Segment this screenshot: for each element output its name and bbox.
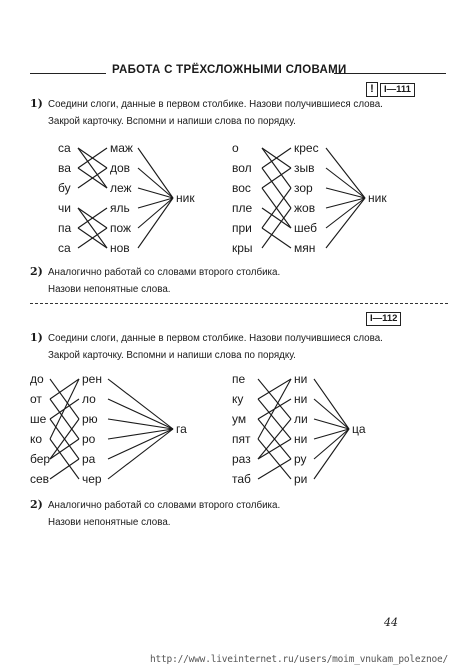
task-instruction-line1: Соедини слоги, данные в первом столбике. Назови получившиеся слова. — [48, 99, 383, 110]
connector-line — [262, 148, 291, 188]
syllable-col1: пе — [232, 372, 246, 386]
connector-line — [258, 439, 291, 459]
page-number: 44 — [384, 616, 398, 629]
syllable-col1: ко — [30, 432, 43, 446]
task-instruction-line2: Закрой карточку. Вспомни и напиши слова по порядку. — [48, 116, 296, 127]
syllable-col1: таб — [232, 472, 251, 486]
syllable-col1: до — [30, 372, 44, 386]
connector-line — [50, 459, 79, 479]
task-number: 1) — [30, 331, 43, 344]
task-instruction-line1: Аналогично работай со словами второго столбика. — [48, 500, 281, 511]
connector-line — [262, 208, 291, 248]
syllable-col1: па — [58, 221, 72, 235]
connector-line — [50, 379, 79, 419]
task-instruction-line1: Аналогично работай со словами второго столбика. — [48, 267, 281, 278]
connector-line — [262, 208, 291, 228]
connector-line — [262, 168, 291, 188]
syllable-col2: пож — [110, 221, 132, 235]
syllable-col1: сев — [30, 472, 50, 486]
syllable-col1: при — [232, 221, 252, 235]
syllable-col1: ум — [232, 412, 247, 426]
syllable-col2: ни — [294, 392, 308, 406]
task-instruction-line1: Соедини слоги, данные в первом столбике. Назови получившиеся слова. — [48, 333, 383, 344]
task-number: 1) — [30, 97, 43, 110]
syllable-col2: чер — [82, 472, 102, 486]
syllable-col2: ни — [294, 432, 308, 446]
syllable-col1: са — [58, 241, 71, 255]
syllable-col2: зор — [294, 181, 313, 195]
syllable-col2: дов — [110, 161, 131, 175]
syllable-col2: нов — [110, 241, 130, 255]
syllable-col1: кры — [232, 241, 253, 255]
syllable-col2: ро — [82, 432, 96, 446]
syllable-col1: от — [30, 392, 42, 406]
task-instruction-line2: Назови непонятные слова. — [48, 517, 171, 528]
word-ending: ца — [352, 422, 366, 436]
syllable-col1: вос — [232, 181, 251, 195]
connector-line — [258, 439, 291, 479]
word-ending: ник — [368, 191, 387, 205]
syllable-col1: раз — [232, 452, 251, 466]
connector-line — [262, 228, 291, 248]
syllable-col1: о — [232, 141, 239, 155]
syllable-col1: пле — [232, 201, 253, 215]
syllable-col2: жов — [294, 201, 316, 215]
task-number: 2) — [30, 498, 43, 511]
syllable-col2: рю — [82, 412, 98, 426]
syllable-col2: ра — [82, 452, 96, 466]
syllable-col2: ло — [82, 392, 96, 406]
connector-line — [50, 399, 79, 439]
connector-line — [78, 208, 107, 248]
attention-mark: ! — [366, 82, 378, 97]
syllable-col2: мян — [294, 241, 316, 255]
syllable-col2: ни — [294, 372, 308, 386]
syllable-col1: бер — [30, 452, 51, 466]
task-instruction-line2: Назови непонятные слова. — [48, 284, 171, 295]
card-badge-112: I—112 — [366, 312, 401, 326]
syllable-col2: яль — [110, 201, 130, 215]
connector-line — [258, 459, 291, 479]
syllable-col1: са — [58, 141, 71, 155]
task-instruction-line2: Закрой карточку. Вспомни и напиши слова по порядку. — [48, 350, 296, 361]
syllable-col2: ри — [294, 472, 308, 486]
syllable-col2: маж — [110, 141, 133, 155]
syllable-col2: крес — [294, 141, 319, 155]
syllable-col1: ше — [30, 412, 47, 426]
word-ending: ник — [176, 191, 195, 205]
syllable-col2: шеб — [294, 221, 318, 235]
syllable-col1: вол — [232, 161, 252, 175]
syllable-col2: зыв — [294, 161, 315, 175]
card-badge-111: I—111 — [380, 83, 415, 97]
connector-line — [78, 148, 107, 188]
connector-line — [258, 379, 291, 419]
syllable-col1: бу — [58, 181, 71, 195]
syllable-col1: ва — [58, 161, 71, 175]
syllable-col2: ру — [294, 452, 307, 466]
connector-line — [50, 379, 79, 439]
syllable-col1: ку — [232, 392, 244, 406]
syllable-col2: ли — [294, 412, 308, 426]
connector-line — [50, 439, 79, 459]
syllable-col2: рен — [82, 372, 102, 386]
connector-line — [258, 379, 291, 439]
watermark-url: http://www.liveinternet.ru/users/moim_vnukam_poleznoe/ — [150, 654, 449, 665]
page-title: РАБОТА С ТРЁХСЛОЖНЫМИ СЛОВАМИ — [112, 64, 347, 76]
connector-line — [258, 399, 291, 439]
syllable-col2: леж — [110, 181, 132, 195]
task-number: 2) — [30, 265, 43, 278]
word-ending: га — [176, 422, 187, 436]
syllable-col1: пят — [232, 432, 251, 446]
connector-line — [50, 439, 79, 479]
syllable-col1: чи — [58, 201, 71, 215]
connector-line — [262, 168, 291, 208]
